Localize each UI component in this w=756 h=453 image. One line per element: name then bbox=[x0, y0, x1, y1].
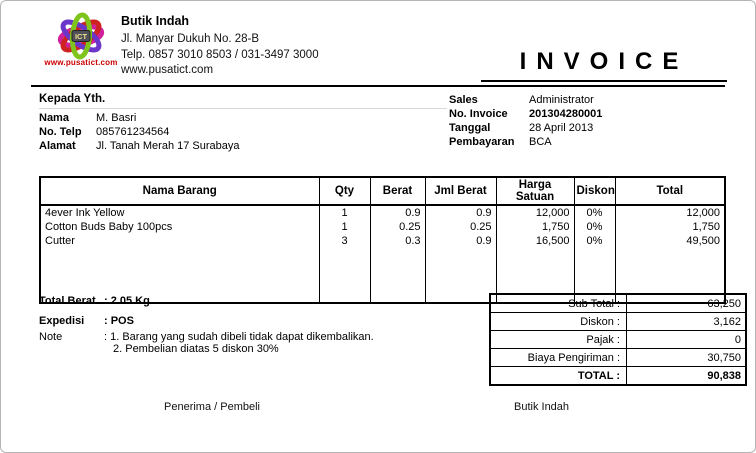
diskon-row bbox=[490, 313, 746, 331]
invoice-number: 201304280001 bbox=[529, 108, 603, 120]
total-berat-label: Total Berat bbox=[39, 295, 96, 307]
item-qty: 1 bbox=[319, 220, 370, 234]
item-total: 1,750 bbox=[615, 220, 725, 234]
biaya-pengiriman-label: Biaya Pengiriman : bbox=[490, 349, 627, 367]
item-harga: 12,000 bbox=[496, 205, 574, 220]
item-jml-berat: 0.9 bbox=[425, 205, 496, 220]
info-field-invoice-number bbox=[449, 109, 727, 121]
pajak-value: 0 bbox=[627, 331, 747, 349]
table-row bbox=[40, 205, 725, 220]
col-header-berat: Berat bbox=[370, 177, 425, 205]
item-name: 4ever Ink Yellow bbox=[40, 205, 319, 220]
col-header-total: Total bbox=[615, 177, 725, 205]
col-header-diskon: Diskon bbox=[574, 177, 615, 205]
payment-method: BCA bbox=[529, 136, 552, 148]
col-header-qty: Qty bbox=[319, 177, 370, 205]
expedisi-value: : POS bbox=[104, 315, 134, 327]
customer-field-alamat bbox=[39, 141, 447, 153]
note-text bbox=[104, 331, 374, 355]
field-value: Jl. Tanah Merah 17 Surabaya bbox=[96, 140, 240, 152]
invoice-info-block bbox=[449, 95, 727, 151]
items-table-wrapper bbox=[39, 176, 726, 304]
note-row bbox=[39, 331, 479, 355]
item-berat: 0.25 bbox=[370, 220, 425, 234]
company-phone: Telp. 0857 3010 8503 / 031-3497 3000 bbox=[121, 48, 319, 61]
diskon-label: Diskon : bbox=[490, 313, 627, 331]
field-label: Nama bbox=[39, 112, 69, 124]
item-qty: 1 bbox=[319, 205, 370, 220]
items-table bbox=[39, 176, 726, 304]
logo-caption: www.pusatict.com bbox=[44, 58, 118, 67]
table-row bbox=[40, 234, 725, 248]
customer-field-telp bbox=[39, 127, 447, 139]
field-label: No. Telp bbox=[39, 126, 82, 138]
total-berat-value: : 2.05 Kg bbox=[104, 295, 150, 307]
item-jml-berat: 0.25 bbox=[425, 220, 496, 234]
field-label: No. Invoice bbox=[449, 108, 508, 120]
biaya-pengiriman-row bbox=[490, 349, 746, 367]
item-diskon: 0% bbox=[574, 205, 615, 220]
item-harga: 16,500 bbox=[496, 234, 574, 248]
info-field-payment bbox=[449, 137, 727, 149]
subtotal-value: 63,250 bbox=[627, 294, 747, 313]
atom-logo-icon bbox=[45, 12, 117, 60]
field-label: Alamat bbox=[39, 140, 76, 152]
field-label: Pembayaran bbox=[449, 136, 515, 148]
company-address: Jl. Manyar Dukuh No. 28-B bbox=[121, 33, 260, 45]
summary-block bbox=[39, 295, 479, 355]
item-berat: 0.9 bbox=[370, 205, 425, 220]
company-block bbox=[121, 15, 319, 80]
pajak-label: Pajak : bbox=[490, 331, 627, 349]
item-harga: 1,750 bbox=[496, 220, 574, 234]
subtotal-row bbox=[490, 294, 746, 313]
field-label: Tanggal bbox=[449, 122, 491, 134]
item-total: 12,000 bbox=[615, 205, 725, 220]
total-berat-row bbox=[39, 295, 479, 307]
item-berat: 0.3 bbox=[370, 234, 425, 248]
customer-field-nama bbox=[39, 113, 447, 125]
logo-center-text: ICT bbox=[74, 32, 88, 41]
totals-table bbox=[489, 293, 747, 386]
invoice-date: 28 April 2013 bbox=[529, 122, 594, 134]
note-label: Note bbox=[39, 331, 63, 343]
item-name: Cotton Buds Baby 100pcs bbox=[40, 220, 319, 234]
totals-block bbox=[489, 293, 747, 386]
customer-heading: Kepada Yth. bbox=[39, 93, 447, 109]
company-name: Butik Indah bbox=[121, 14, 190, 28]
item-qty: 3 bbox=[319, 234, 370, 248]
info-field-sales bbox=[449, 95, 727, 107]
field-label: Sales bbox=[449, 94, 478, 106]
item-jml-berat: 0.9 bbox=[425, 234, 496, 248]
col-header-nama-barang: Nama Barang bbox=[40, 177, 319, 205]
company-website: www.pusatict.com bbox=[121, 64, 214, 76]
biaya-pengiriman-value: 30,750 bbox=[627, 349, 747, 367]
items-header-row bbox=[40, 177, 725, 205]
note-line-2: 2. Pembelian diatas 5 diskon 30% bbox=[113, 343, 279, 355]
field-value: 085761234564 bbox=[96, 126, 170, 138]
pajak-row bbox=[490, 331, 746, 349]
signature-seller-label: Butik Indah bbox=[514, 401, 570, 413]
note-line-1: : 1. Barang yang sudah dibeli tidak dapat dikembalikan. bbox=[104, 331, 374, 343]
col-header-jml-berat: Jml Berat bbox=[425, 177, 496, 205]
grand-total-row bbox=[490, 367, 746, 386]
info-field-date bbox=[449, 123, 727, 135]
page-title: INVOICE bbox=[481, 48, 727, 82]
item-total: 49,500 bbox=[615, 234, 725, 248]
item-diskon: 0% bbox=[574, 220, 615, 234]
grand-total-label: TOTAL : bbox=[490, 367, 627, 386]
field-value: M. Basri bbox=[96, 112, 137, 124]
header-divider bbox=[31, 85, 725, 87]
expedisi-row bbox=[39, 315, 479, 327]
col-header-harga-satuan: Harga Satuan bbox=[496, 177, 574, 205]
customer-block bbox=[39, 93, 447, 155]
field-value: Administrator bbox=[529, 94, 594, 106]
item-name: Cutter bbox=[40, 234, 319, 248]
diskon-value: 3,162 bbox=[627, 313, 747, 331]
grand-total-value: 90,838 bbox=[627, 367, 747, 386]
table-row bbox=[40, 220, 725, 234]
expedisi-label: Expedisi bbox=[39, 315, 85, 327]
item-diskon: 0% bbox=[574, 234, 615, 248]
subtotal-label: Sub Total : bbox=[490, 294, 627, 313]
signature-buyer-label: Penerima / Pembeli bbox=[164, 401, 260, 413]
